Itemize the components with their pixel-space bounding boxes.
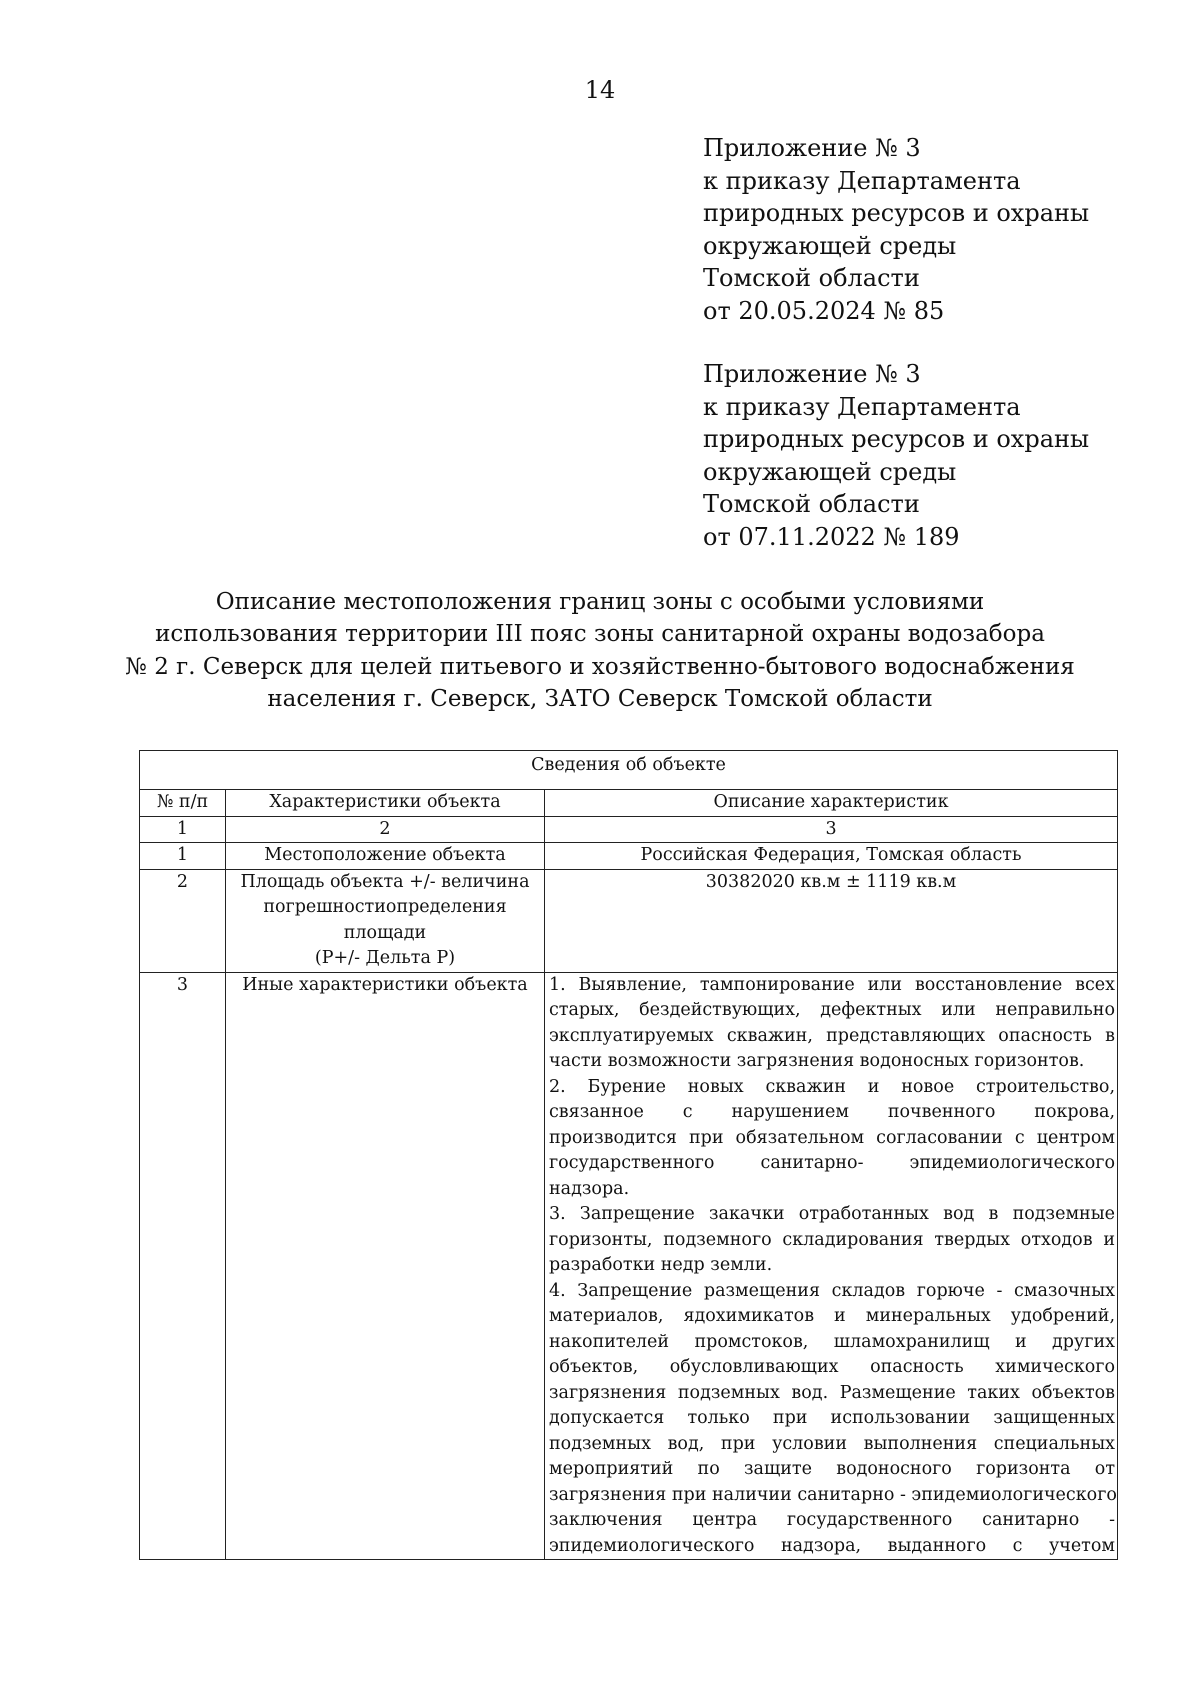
appendix-line: от 20.05.2024 № 85 [703, 296, 945, 325]
title-line: населения г. Северск, ЗАТО Северск Томской области [267, 686, 933, 713]
page-number: 14 [584, 76, 616, 104]
appendix-line: природных ресурсов и охраны [703, 425, 1090, 454]
numbering-cell: 1 [140, 816, 226, 843]
appendix-current [703, 132, 1183, 328]
appendix-line: к приказу Департамента [703, 166, 1021, 195]
text-line: связанное с нарушением почвенного покрова, [549, 1102, 1116, 1122]
text-line: 1. Выявление, тампонирование или восстановление всех [549, 974, 1116, 995]
text-line: объектов, обусловливающих опасность химического [549, 1357, 1116, 1377]
title-line: Описание местоположения границ зоны с особыми условиями [215, 589, 985, 615]
row-value: Российская Федерация, Томская область [545, 843, 1118, 870]
table-caption-row [140, 751, 1118, 790]
title-line: использования территории III пояс зоны санитарной охраны водозабора [155, 621, 1045, 648]
table-row [140, 972, 1118, 1560]
restriction-paragraph [549, 973, 1115, 1075]
table-row [140, 843, 1118, 870]
restriction-paragraph [549, 1202, 1115, 1279]
text-line: эксплуатируемых скважин, представляющих опасность в [549, 1025, 1116, 1046]
text-line: 2. Бурение новых скважин и новое строительство, [549, 1076, 1116, 1097]
numbering-cell: 3 [545, 816, 1118, 843]
text-line: эпидемиологического надзора, выданного с учетом [549, 1535, 1116, 1556]
row-number: 1 [140, 843, 226, 870]
numbering-cell: 2 [226, 816, 545, 843]
appendix-line: природных ресурсов и охраны [703, 199, 1090, 228]
text-line: заключения центра государственного санитарно - [549, 1510, 1116, 1530]
row-name-line: погрешностиопределения [263, 897, 507, 917]
header-number: № п/п [140, 790, 226, 817]
table-numbering-row [140, 816, 1118, 843]
appendix-line: Томской области [703, 264, 920, 293]
row-name [226, 869, 545, 972]
object-info-table [139, 750, 1118, 1560]
text-line: горизонты, подземного складирования твердых отходов и [549, 1229, 1116, 1250]
row-name-line: (P+/- Дельта P) [314, 948, 456, 968]
title-line: № 2 г. Северск для целей питьевого и хозяйственно-бытового водоснабжения [125, 653, 1075, 680]
appendix-line: Томской области [703, 490, 920, 519]
text-line: подземных вод, при условии выполнения специальных [549, 1433, 1116, 1454]
row-name: Иные характеристики объекта [226, 972, 545, 1560]
document-title [100, 586, 1100, 716]
row-name-line: Площадь объекта +/- величина [240, 871, 530, 892]
text-line: надзора. [549, 1178, 630, 1199]
text-line: разработки недр земли. [549, 1255, 773, 1275]
table-row [140, 869, 1118, 972]
row-number: 3 [140, 972, 226, 1560]
appendix-line: к приказу Департамента [703, 392, 1021, 421]
text-line: государственного санитарно- эпидемиологического [549, 1153, 1116, 1173]
row-value: 30382020 кв.м ± 1119 кв.м [545, 869, 1118, 972]
text-line: допускается только при использовании защищенных [549, 1408, 1116, 1428]
row-restrictions [545, 972, 1118, 1560]
restriction-paragraph [549, 1075, 1115, 1203]
appendix-line: Приложение № 3 [703, 134, 921, 162]
text-line: загрязнения подземных вод. Размещение таких объектов [549, 1382, 1116, 1403]
row-name-line: площади [343, 922, 427, 943]
text-line: материалов, ядохимикатов и минеральных удобрений, [549, 1306, 1116, 1326]
text-line: 3. Запрещение закачки отработанных вод в подземные [549, 1204, 1116, 1224]
appendix-line: от 07.11.2022 № 189 [703, 522, 960, 551]
text-line: 4. Запрещение размещения складов горюче - смазочных [549, 1280, 1116, 1301]
header-description: Описание характеристик [545, 790, 1118, 817]
text-line: производится при обязательном согласовании с центром [549, 1127, 1116, 1148]
text-line: загрязнения при наличии санитарно - эпидемиологического [549, 1484, 1117, 1505]
appendix-line: окружающей среды [703, 231, 957, 260]
text-line: старых, бездействующих, дефектных или неправильно [549, 1000, 1116, 1020]
table-header-row [140, 790, 1118, 817]
appendix-previous [703, 358, 1183, 554]
text-line: мероприятий по защите водоносного горизонта от [549, 1459, 1116, 1479]
row-number: 2 [140, 869, 226, 972]
row-name: Местоположение объекта [226, 843, 545, 870]
appendix-line: окружающей среды [703, 457, 957, 486]
text-line: части возможности загрязнения водоносных горизонтов. [549, 1051, 1085, 1071]
restriction-paragraph [549, 1279, 1115, 1560]
table-caption: Сведения об объекте [140, 751, 1118, 790]
header-characteristic: Характеристики объекта [226, 790, 545, 817]
appendix-line: Приложение № 3 [703, 360, 921, 388]
text-line: накопителей промстоков, шламохранилищ и других [549, 1331, 1116, 1352]
